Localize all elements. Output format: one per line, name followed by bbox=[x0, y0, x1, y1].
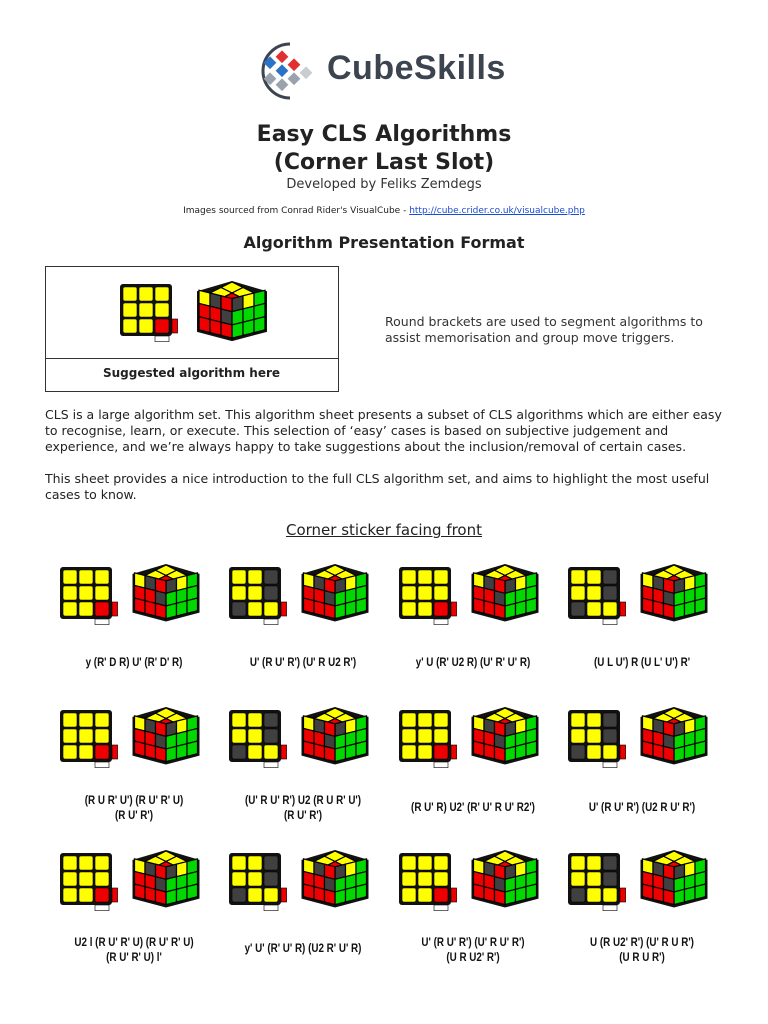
iso-view-cube bbox=[302, 850, 369, 908]
case-diagram bbox=[229, 851, 379, 927]
page-title-subline: (Corner Last Slot) bbox=[273, 150, 495, 175]
cube-logo-icon bbox=[263, 44, 312, 98]
format-heading: Algorithm Presentation Format bbox=[243, 233, 525, 252]
top-view-cube bbox=[60, 853, 118, 911]
case-diagram bbox=[229, 565, 379, 641]
case-diagram bbox=[399, 708, 549, 784]
case-algorithm: y' U' (R' U' R) (U2 R' U' R) bbox=[244, 941, 362, 955]
case-diagram bbox=[60, 851, 210, 927]
format-example-cubes bbox=[118, 280, 268, 352]
iso-view-cube bbox=[133, 707, 200, 765]
case-diagram bbox=[60, 565, 210, 641]
section-title: Corner sticker facing front bbox=[285, 521, 483, 539]
top-view-cube bbox=[568, 567, 626, 625]
intro-paragraph-2: This sheet provides a nice introduction to the full CLS algorithm set, and aims to highlight the most useful cases to know. bbox=[45, 471, 710, 502]
format-box-label: Suggested algorithm here bbox=[102, 366, 281, 380]
case-diagram bbox=[399, 565, 549, 641]
iso-view-cube bbox=[472, 564, 539, 622]
author-line: Developed by Feliks Zemdegs bbox=[286, 177, 482, 192]
case-algorithm: U' (R U' R') (U' R U' R') (U R U2' R') bbox=[421, 935, 525, 964]
case-algorithm: (U L U') R (U L' U') R' bbox=[593, 655, 691, 669]
case-algorithm: (R U R' U') (R U' R' U) (R U' R') bbox=[84, 793, 184, 822]
iso-view-cube bbox=[641, 564, 708, 622]
intro-paragraph-1: CLS is a large algorithm set. This algorithm sheet presents a subset of CLS algorithms which are either easy to recognise, learn, or execute. This selection of ‘easy’ cases is based on subjective judgement and experience, and we’re always happy to take suggestions about the inclusion/removal of certain cases. bbox=[45, 407, 722, 454]
format-note: Round brackets are used to segment algorithms to assist memorisation and group move triggers. bbox=[385, 314, 703, 345]
top-view-cube bbox=[229, 567, 287, 625]
case-algorithm: (U' R U' R') U2 (R U R' U') (R U' R') bbox=[244, 793, 362, 822]
case-diagram bbox=[229, 708, 379, 784]
case-algorithm: U' (R U' R') (U2 R U' R') bbox=[588, 800, 696, 814]
iso-view-cube bbox=[641, 850, 708, 908]
case-algorithm: U (R U2' R') (U' R U R') (U R U R') bbox=[590, 935, 694, 964]
case-algorithm: U2 l (R U' R' U) (R U' R' U) (R U' R' U) l' bbox=[74, 935, 194, 964]
iso-view-cube bbox=[302, 564, 369, 622]
iso-view-cube bbox=[472, 850, 539, 908]
top-view-cube bbox=[568, 853, 626, 911]
case-diagram bbox=[568, 565, 718, 641]
top-view-cube bbox=[60, 567, 118, 625]
image-source-text: Images sourced from Conrad Rider's VisualCube - bbox=[183, 206, 410, 216]
top-view-cube bbox=[399, 567, 457, 625]
iso-view-cube bbox=[133, 564, 200, 622]
top-view-cube bbox=[399, 710, 457, 768]
case-algorithm: y (R' D R) U' (R' D' R) bbox=[85, 655, 183, 669]
top-view-cube bbox=[229, 710, 287, 768]
format-divider bbox=[45, 358, 338, 359]
iso-view-cube bbox=[133, 850, 200, 908]
iso-view-cube bbox=[472, 707, 539, 765]
top-view-cube bbox=[120, 284, 178, 342]
case-algorithm: U' (R U' R') (U' R U2 R') bbox=[249, 655, 357, 669]
top-view-cube bbox=[60, 710, 118, 768]
case-algorithm: y' U (R' U2 R) (U' R' U' R) bbox=[415, 655, 531, 669]
case-diagram bbox=[60, 708, 210, 784]
top-view-cube bbox=[229, 853, 287, 911]
case-diagram bbox=[568, 851, 718, 927]
iso-view-cube bbox=[302, 707, 369, 765]
brand-name: CubeSkills bbox=[327, 49, 506, 87]
case-diagram bbox=[399, 851, 549, 927]
image-source-line bbox=[0, 206, 768, 216]
visualcube-link[interactable]: http://cube.crider.co.uk/visualcube.php bbox=[409, 206, 585, 216]
iso-view-cube bbox=[197, 281, 267, 341]
top-view-cube bbox=[399, 853, 457, 911]
page-title: Easy CLS Algorithms bbox=[256, 122, 512, 147]
case-diagram bbox=[568, 708, 718, 784]
top-view-cube bbox=[568, 710, 626, 768]
iso-view-cube bbox=[641, 707, 708, 765]
case-algorithm: (R U' R) U2' (R' U' R U' R2') bbox=[411, 800, 535, 814]
